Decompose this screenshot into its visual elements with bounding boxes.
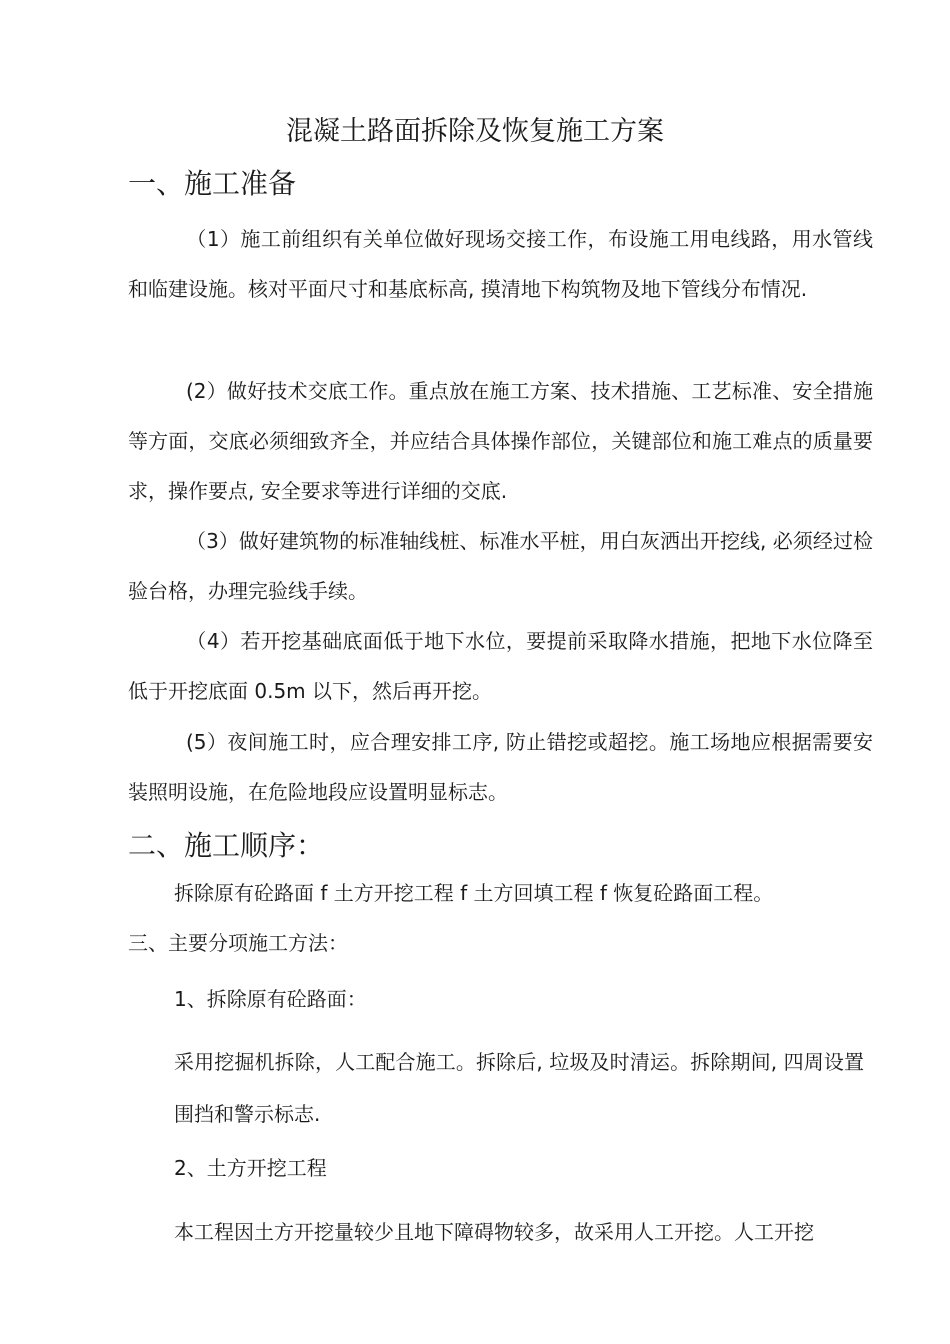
section-1-item-2-text: (2）做好技术交底工作。重点放在施工方案、技术措施、工艺标准、安全措施等方面，交底必须细致齐全，并应结合具体操作部位，关键部位和施工难点的质量要求，操作要点, 安全要求等进行详细的交底. [128,379,873,503]
subsection-2-title: 2、土方开挖工程 [174,1156,327,1180]
section-1-item-1-text: （1）施工前组织有关单位做好现场交接工作，布设施工用电线路，用水管线和临建设施。核对平面尺寸和基底标高, 摸清地下构筑物及地下管线分布情况. [128,227,873,301]
subsection-1-title: 1、拆除原有砼路面： [174,987,367,1011]
section-1-item-5 [128,717,873,817]
section-2-heading: 二、施工顺序： [128,829,325,862]
section-1-item-4-text: （4）若开挖基础底面低于地下水位，要提前采取降水措施，把地下水位降至低于开挖底面 0.5m 以下，然后再开挖。 [128,629,873,703]
subsection-2-body: 本工程因土方开挖量较少且地下障碍物较多，故采用人工开挖。人工开挖 [174,1220,814,1244]
section-1-item-5-text: (5）夜间施工时，应合理安排工序, 防止错挖或超挖。施工场地应根据需要安装照明设施，在危险地段应设置明显标志。 [128,730,873,804]
section-3-heading: 三、主要分项施工方法： [128,931,348,955]
section-1-item-1 [128,214,873,314]
section-1-item-2 [128,366,873,516]
subsection-1-body: 采用挖掘机拆除，人工配合施工。拆除后, 垃圾及时清运。拆除期间, 四周设置围挡和警示标志. [174,1050,864,1126]
section-1-item-3-text: （3）做好建筑物的标准轴线桩、标准水平桩，用白灰洒出开挖线, 必须经过检验台格，办理完验线手续。 [128,529,873,603]
construction-sequence: 拆除原有砼路面 f 土方开挖工程 f 土方回填工程 f 恢复砼路面工程。 [174,881,774,905]
document-title: 混凝土路面拆除及恢复施工方案 [286,116,664,147]
section-1-item-3 [128,516,873,616]
section-1-heading: 一、施工准备 [128,167,297,200]
section-1-item-4 [128,616,873,716]
